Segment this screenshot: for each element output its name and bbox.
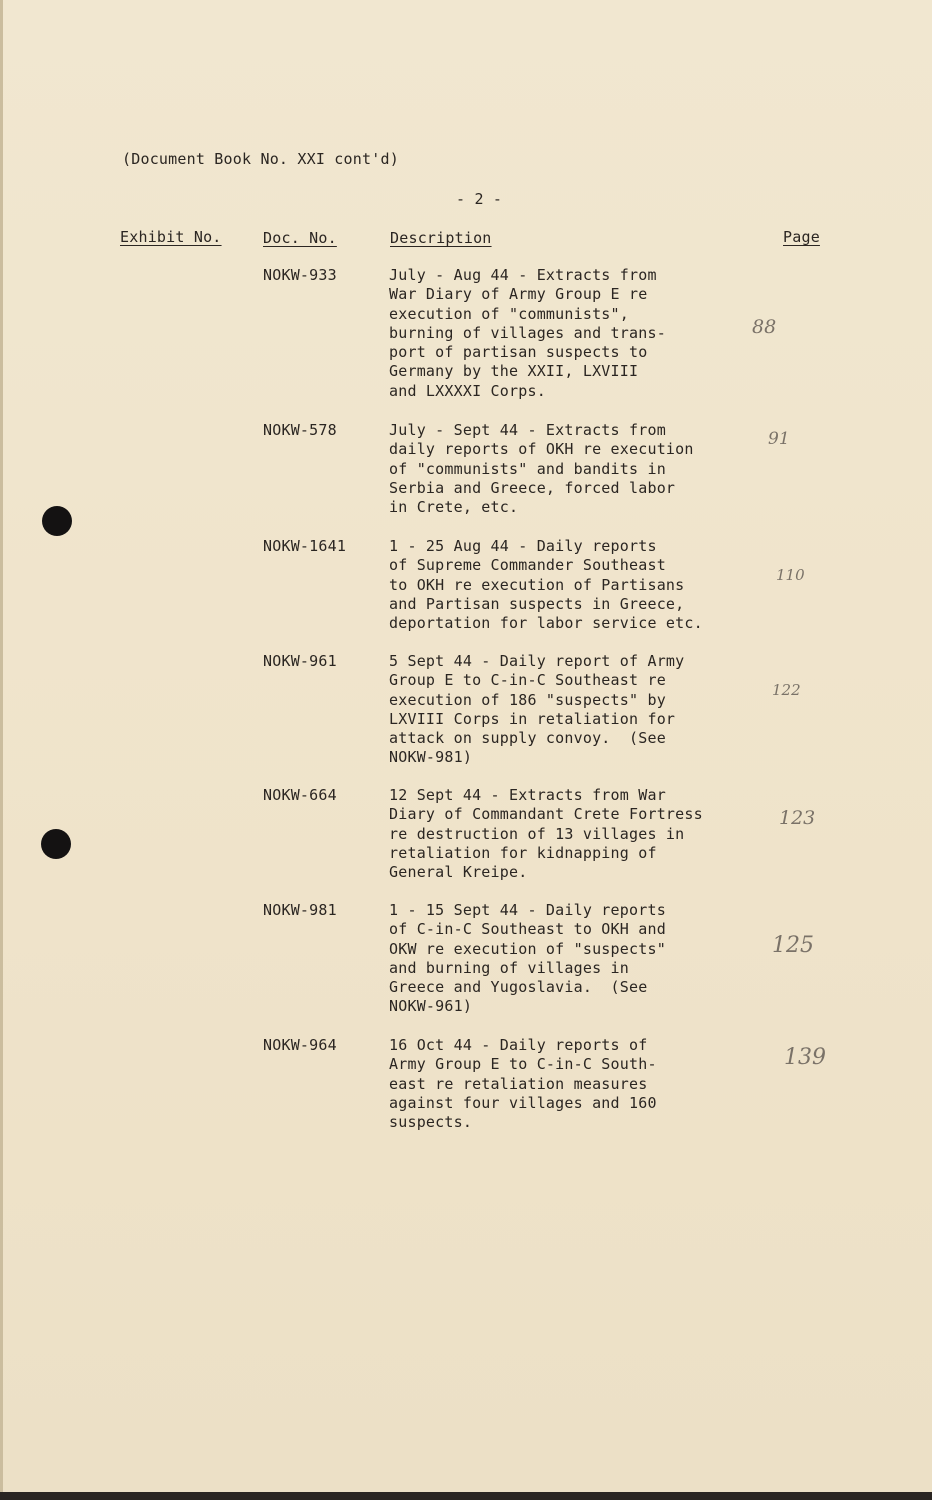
handwritten-page-number: 139	[784, 1045, 826, 1070]
doc-number: NOKW-961	[263, 652, 337, 670]
row-description: 1 - 25 Aug 44 - Daily reports of Supreme Commander Southeast to OKH re execution of Partisans and Partisan suspects in Greece, deportation for labor service etc.	[389, 537, 703, 633]
punch-hole-top	[42, 506, 72, 536]
handwritten-page-number: 91	[768, 429, 790, 449]
row-description: 12 Sept 44 - Extracts from War Diary of Commandant Crete Fortress re destruction of 13 villages in retaliation for kidnapping of General Kreipe.	[389, 786, 703, 882]
doc-number: NOKW-1641	[263, 537, 347, 555]
column-header-page: Page	[783, 228, 820, 246]
row-description: July - Sept 44 - Extracts from daily reports of OKH re execution of "communists" and bandits in Serbia and Greece, forced labor in Crete, etc.	[389, 421, 694, 517]
handwritten-page-number: 125	[772, 933, 814, 958]
page-edge-shadow	[0, 0, 3, 1500]
handwritten-page-number: 122	[772, 681, 801, 699]
row-description: 1 - 15 Sept 44 - Daily reports of C-in-C Southeast to OKH and OKW re execution of "suspects" and burning of villages in Greece and Yugoslavia. (See NOKW-961)	[389, 901, 666, 1016]
handwritten-page-number: 88	[752, 316, 777, 338]
page-marker: - 2 -	[456, 190, 503, 208]
row-description: July - Aug 44 - Extracts from War Diary of Army Group E re execution of "communists", burning of villages and trans- port of partisan suspects to Germany by the XXII, LXVIII and LXXXXI Corps.	[389, 266, 666, 400]
handwritten-page-number: 110	[776, 566, 805, 584]
handwritten-page-number: 123	[779, 807, 816, 829]
column-header-doc: Doc. No.	[263, 229, 337, 247]
column-header-description: Description	[390, 229, 492, 247]
continuation-heading: (Document Book No. XXI cont'd)	[122, 150, 399, 168]
doc-number: NOKW-578	[263, 421, 337, 439]
scan-bottom-edge	[0, 1492, 932, 1500]
doc-number: NOKW-964	[263, 1036, 337, 1054]
doc-number: NOKW-664	[263, 786, 337, 804]
doc-number: NOKW-981	[263, 901, 337, 919]
doc-number: NOKW-933	[263, 266, 337, 284]
row-description: 16 Oct 44 - Daily reports of Army Group E to C-in-C South- east re retaliation measures against four villages and 160 suspects.	[389, 1036, 657, 1132]
row-description: 5 Sept 44 - Daily report of Army Group E to C-in-C Southeast re execution of 186 "suspects" by LXVIII Corps in retaliation for attack on supply convoy. (See NOKW-981)	[389, 652, 685, 767]
column-header-exhibit: Exhibit No.	[120, 228, 222, 246]
punch-hole-bottom	[41, 829, 71, 859]
